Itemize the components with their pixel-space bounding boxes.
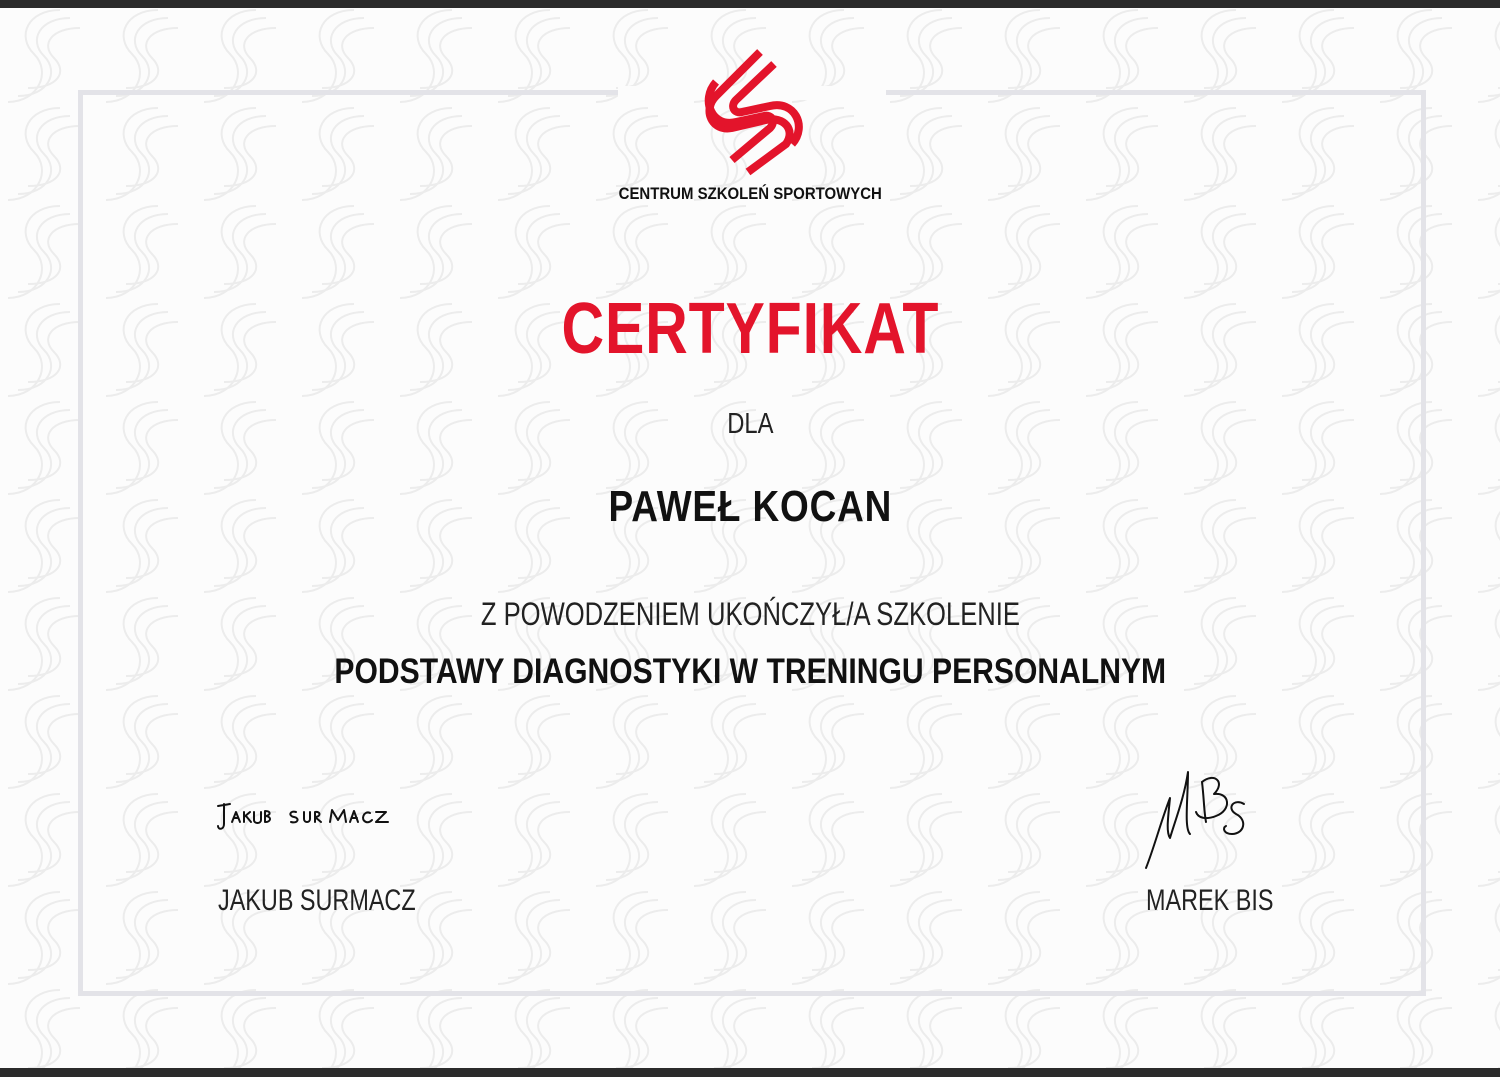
for-label: DLA — [727, 408, 774, 440]
organization-logo-icon — [698, 48, 808, 178]
right-signature — [1140, 768, 1260, 873]
left-signature — [214, 798, 394, 838]
viewer-bottom-bar — [0, 1068, 1500, 1077]
certificate-title: CERTYFIKAT — [561, 289, 940, 369]
course-name: PODSTAWY DIAGNOSTYKI W TRENINGU PERSONALNYM — [334, 652, 1167, 691]
right-signer-name: MAREK BIS — [1146, 884, 1274, 917]
recipient-name: PAWEŁ KOCAN — [608, 482, 893, 531]
organization-name: CENTRUM SZKOLEŃ SPORTOWYCH — [618, 184, 882, 203]
certificate-page — [0, 8, 1500, 1068]
completion-text: Z POWODZENIEM UKOŃCZYŁ/A SZKOLENIE — [480, 596, 1020, 632]
left-signer-name: JAKUB SURMACZ — [218, 884, 416, 917]
